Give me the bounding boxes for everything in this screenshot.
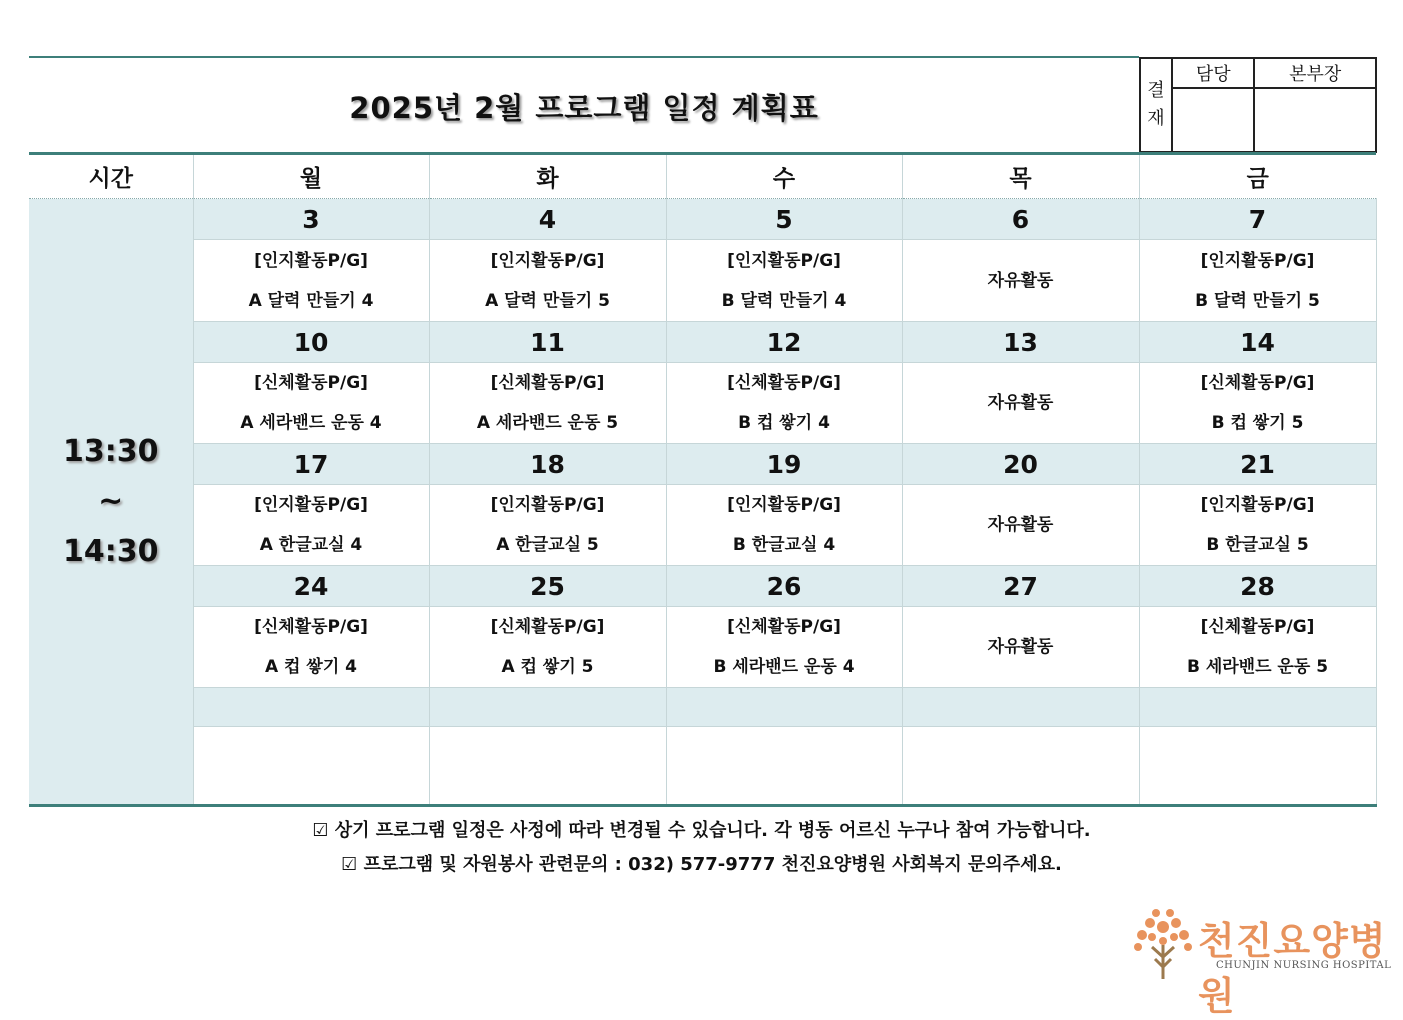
- activity-category: [신체활동P/G]: [254, 617, 368, 637]
- activity-cell: [1139, 607, 1376, 688]
- time-start: 13:30: [63, 433, 159, 469]
- activity-free: 자유활동: [987, 270, 1054, 291]
- activity-category: [신체활동P/G]: [490, 373, 605, 393]
- time-sep: ~: [98, 483, 124, 519]
- approval-label-top: 결: [1147, 80, 1165, 101]
- activity-cell: [902, 485, 1139, 566]
- date-cell: 11: [429, 322, 666, 363]
- activity-title: B 달력 만들기 5: [1195, 290, 1320, 311]
- title-box: [29, 56, 1139, 154]
- activity-cell: [193, 485, 429, 566]
- activity-category: [인지활동P/G]: [1200, 495, 1315, 515]
- activity-cell: [666, 240, 902, 322]
- activity-cell: [429, 607, 666, 688]
- activity-category: [신체활동P/G]: [254, 373, 368, 393]
- empty-activity-cell: [902, 727, 1139, 806]
- empty-date-cell: [902, 688, 1139, 727]
- header-day: 목: [902, 154, 1139, 199]
- empty-activity-cell: [1139, 727, 1376, 806]
- activity-cell: [666, 607, 902, 688]
- activity-category: [신체활동P/G]: [490, 617, 605, 637]
- activity-row: [29, 607, 1376, 688]
- note-line: ☑ 프로그램 및 자원봉사 관련문의 : 032) 577-9777 천진요양병원 사회복지 문의주세요.: [341, 854, 1062, 875]
- activity-category: [인지활동P/G]: [727, 495, 841, 515]
- approval-col-director: 본부장: [1254, 58, 1376, 88]
- date-cell: 4: [429, 199, 666, 240]
- activity-title: A 세라밴드 운동 4: [240, 413, 382, 433]
- empty-activity-cell: [429, 727, 666, 806]
- activity-cell: [902, 607, 1139, 688]
- activity-cell: [1139, 363, 1376, 444]
- empty-date-cell: [666, 688, 902, 727]
- date-cell: 28: [1139, 566, 1376, 607]
- empty-activity-row: [29, 727, 1376, 806]
- activity-category: [인지활동P/G]: [254, 495, 368, 515]
- hospital-logo: [1128, 905, 1393, 1018]
- date-row: [29, 199, 1376, 240]
- activity-category: [신체활동P/G]: [1200, 373, 1315, 393]
- date-cell: 13: [902, 322, 1139, 363]
- activity-row: [29, 363, 1376, 444]
- date-cell: 26: [666, 566, 902, 607]
- header-day: 수: [666, 154, 902, 199]
- date-row: [29, 444, 1376, 485]
- activity-title: A 한글교실 4: [259, 535, 363, 555]
- activity-cell: [902, 240, 1139, 322]
- time-range: [29, 199, 193, 806]
- activity-title: B 달력 만들기 4: [721, 290, 847, 311]
- activity-title: A 컵 쌓기 5: [501, 657, 594, 677]
- activity-category: [인지활동P/G]: [254, 250, 368, 271]
- activity-free: 자유활동: [987, 393, 1054, 413]
- header-row: [29, 154, 1376, 199]
- time-end: 14:30: [63, 533, 159, 569]
- activity-title: A 한글교실 5: [496, 535, 599, 555]
- activity-title: A 세라밴드 운동 5: [476, 413, 619, 433]
- schedule-table: [29, 152, 1377, 807]
- header-day: 월: [193, 154, 429, 199]
- approval-label-bottom: 재: [1147, 108, 1165, 129]
- note-line: ☑ 상기 프로그램 일정은 사정에 따라 변경될 수 있습니다. 각 병동 어르신 누구나 참여 가능합니다.: [312, 820, 1091, 841]
- activity-title: A 컵 쌓기 4: [264, 657, 357, 677]
- approval-col-manager: 담당: [1172, 58, 1254, 88]
- activity-cell: [666, 363, 902, 444]
- date-cell: 7: [1139, 199, 1376, 240]
- approval-sign-manager: [1172, 88, 1254, 152]
- empty-date-cell: [1139, 688, 1376, 727]
- activity-free: 자유활동: [987, 515, 1054, 535]
- activity-cell: [429, 240, 666, 322]
- header-day: 화: [429, 154, 666, 199]
- approval-sign-director: [1254, 88, 1376, 152]
- activity-title: B 세라밴드 운동 5: [1186, 657, 1329, 677]
- activity-cell: [1139, 485, 1376, 566]
- activity-cell: [666, 485, 902, 566]
- activity-cell: [902, 363, 1139, 444]
- activity-cell: [429, 485, 666, 566]
- activity-title: A 달력 만들기 5: [485, 290, 610, 311]
- page-title: 2025년 2월 프로그램 일정 계획표: [349, 90, 819, 125]
- approval-box: [1139, 57, 1377, 153]
- activity-cell: [193, 240, 429, 322]
- date-cell: 14: [1139, 322, 1376, 363]
- activity-cell: [193, 363, 429, 444]
- activity-row: [29, 485, 1376, 566]
- date-row: [29, 566, 1376, 607]
- activity-title: B 세라밴드 운동 4: [713, 657, 855, 677]
- header-time: 시간: [29, 154, 193, 199]
- logo-name: 천진요양병원: [1198, 919, 1387, 1018]
- empty-date-row: [29, 688, 1376, 727]
- activity-category: [신체활동P/G]: [727, 373, 841, 393]
- activity-title: B 한글교실 4: [732, 535, 836, 555]
- date-cell: 20: [902, 444, 1139, 485]
- activity-title: A 달력 만들기 4: [248, 290, 374, 311]
- activity-category: [신체활동P/G]: [727, 617, 841, 637]
- activity-title: B 한글교실 5: [1206, 535, 1309, 555]
- date-cell: 17: [193, 444, 429, 485]
- empty-date-cell: [193, 688, 429, 727]
- activity-category: [인지활동P/G]: [490, 495, 605, 515]
- activity-cell: [193, 607, 429, 688]
- activity-category: [인지활동P/G]: [727, 250, 841, 271]
- activity-category: [신체활동P/G]: [1200, 617, 1315, 637]
- activity-category: [인지활동P/G]: [1200, 250, 1315, 271]
- activity-title: B 컵 쌓기 5: [1211, 413, 1304, 433]
- date-cell: 25: [429, 566, 666, 607]
- date-cell: 19: [666, 444, 902, 485]
- date-cell: 5: [666, 199, 902, 240]
- activity-cell: [429, 363, 666, 444]
- date-cell: 21: [1139, 444, 1376, 485]
- date-cell: 18: [429, 444, 666, 485]
- header-day: 금: [1139, 154, 1376, 199]
- activity-title: B 컵 쌓기 4: [738, 413, 830, 433]
- tree-icon: [1128, 905, 1198, 983]
- approval-label: [1140, 58, 1172, 152]
- date-cell: 10: [193, 322, 429, 363]
- activity-free: 자유활동: [987, 637, 1054, 657]
- notes: [0, 814, 1403, 882]
- date-cell: 24: [193, 566, 429, 607]
- activity-row: [29, 240, 1376, 322]
- date-cell: 6: [902, 199, 1139, 240]
- empty-date-cell: [429, 688, 666, 727]
- date-cell: 3: [193, 199, 429, 240]
- activity-cell: [1139, 240, 1376, 322]
- logo-subtitle: CHUNJIN NURSING HOSPITAL: [1216, 960, 1392, 971]
- empty-activity-cell: [193, 727, 429, 806]
- date-cell: 27: [902, 566, 1139, 607]
- activity-category: [인지활동P/G]: [490, 250, 605, 271]
- date-row: [29, 322, 1376, 363]
- date-cell: 12: [666, 322, 902, 363]
- empty-activity-cell: [666, 727, 902, 806]
